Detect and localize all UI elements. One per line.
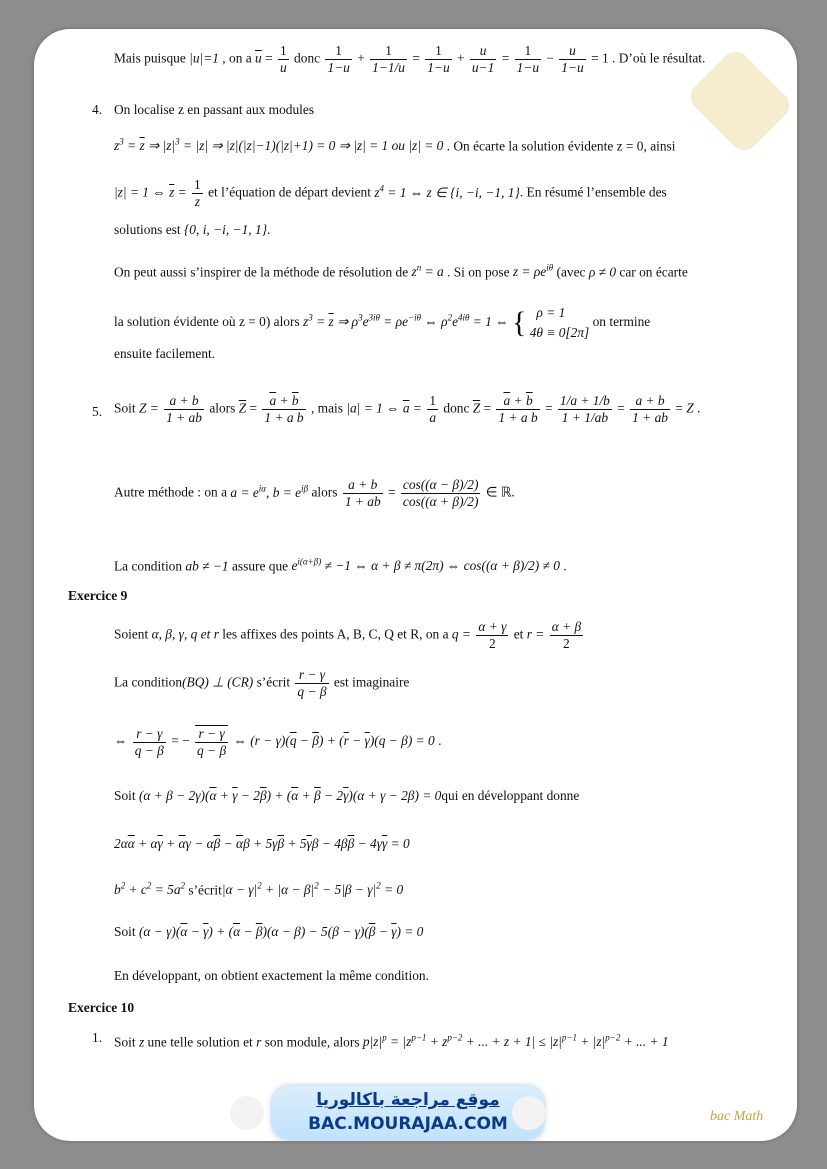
text-line: On localise z en passant aux modules [114, 102, 315, 117]
text-line: En développant, on obtient exactement la même condition. [114, 968, 429, 983]
document-content: Mais puisque |u|=1 , on a $\overline{u}$ = $\frac{1}{u}$ donc $\frac{1}{1-u}$ + $\frac{1}{1-1/u}$ = $\frac{1}{1-u}$ + $\frac{u}{u-1}$ = $\frac{1}{1-u}$ − $\frac{u}{1-u}$ = 1 . D’où le résultat. 4. On localise z en passant aux modules $z^3 = \overline{z}$ ⇒ $|z|^3 = |z|$ ⇒ |z|(|z|−1)(|z|+1) = 0 ⇒ |z| = 1 ou |z| = 0 . On écarte la solution évidente z = 0, ainsi |z| = 1 ⇔ $\overline{z}$ = $\frac{1}{z}$ et l’équation de départ devient $z^4 = 1$ ⇔ z ∈ {i, −i, −1, 1}. En résumé l’ensemble des solutions est {0, i, −i, −1, 1}. On peut aussi s’inspirer de la méthode de résolution de $z^n = a$ . Si on pose $z = \rho e^{i\theta}$ (avec ρ ≠ 0 car on écarte la solution évidente où z = 0) alors $z^3 = \overline{z}$ ⇒ $\rho^3e^{3i\theta} = \rho e^{-i\theta}$ ⇔ $\rho^2e^{4i\theta} = 1$ ⇔ { ρ = 1 4θ ≡ 0[2π] on termine ensuite facilement. 5. Soit Z = $\frac{a + b}{1 + ab}$ alors $\overline{Z}$ = $\frac{\overline{a} + \overline{b}}{1 + \overline{a} \overline{b}}$ , mais |a| = 1 ⇔ $\overline{a}$ = $\frac{1}{a}$ donc $\overline{Z}$ = $\frac{\overline{a} + \overline{b}}{1 + \overline{a} \overline{b}}$ = $\frac{1/a + 1/b}{1 + 1/ab}$ = $\frac{a + b}{1 + ab}$ = Z . Autre méthode : on a $a = e^{i\alpha}$, $b = e^{i\beta}$ alors $\frac{a + b}{1 + ab}$ = $\frac{\cos((\alpha - \beta)/2)}{\cos((\alpha + \beta)/2)}$ ∈ ℝ. La condition ab ≠ −1 assure que $e^{i(\alpha+\beta)} \ne -1$ ⇔ α + β ≠ π(2π) ⇔ cos((α + β)/2) ≠ 0 . Exercice 9 Soient α, β, γ, q et r les affixes des points A, B, C, Q et R, on a q = $\frac{\alpha + \gamma}{2}$ et r = $\frac{\alpha + \beta}{2}$ La condition(BQ) ⊥ (CR) s’écrit $\frac{r - \gamma}{q - \beta}$ est imaginaire ⇔ $\frac{r - \gamma}{q - \beta}$ = − $\frac{r - \gamma}{q - \beta}$ ⇔ $(r - \gamma)(\overline{q} - \overline{\beta}) + (\overline{r} - \overline{\gamma})(q - \beta) = 0$ . Soit $(\alpha + \beta - 2\gamma)(\overline{\alpha} + \overline{\gamma} - 2\overline{\beta}) + (\overline{\alpha} + \overline{\beta} - 2\overline{\gamma})(\alpha + \gamma - 2\beta) = 0qui$ en développant donne $2\alpha\overline{\alpha} + \alpha\overline{\gamma} + \overline{\alpha}\gamma - \alpha\overline{\beta} - \overline{\alpha}\beta + 5\gamma\overline{\beta} + 5\overline{\gamma}\beta - 4\beta\overline{\beta} - 4\gamma\overline{\gamma} = 0$ $b^2 + c^2 = 5a^2$ s’écrit|α − $\gamma|^2 + |\alpha - \beta|^2 - 5|\beta - \gamma|^2 = 0$ Soit $(\alpha - \gamma)(\overline{\alpha} - \overline{\gamma}) + (\overline{\alpha} - \overline{\beta})(\alpha - \beta) - 5(\beta - \gamma)(\overline{\beta} - \overline{\gamma}) = 0$ En développant, on obtient exactement la même condition. Exercice 10 1. Soit z une telle solution et r son module, alors $p|z|^p = |z^{p-1} + z^{p-2}$ + ... + $z + 1| \le |z|^{p-1} + |z|^{p-2}$ + ... + 1 [68, 43, 706, 1050]
math-line: $2\alpha\overline{\alpha} + \alpha\overline{\gamma} + \overline{\alpha}\gamma - \alpha\overline{\beta} - \overline{\alpha}\beta + 5\gamma\overline{\beta} + 5\overline{\gamma}\beta - 4\beta\overline{\beta} - 4\gamma\overline{\gamma} = 0$ [114, 836, 410, 851]
math-line: la solution évidente où z = 0) alors $z^3 = \overline{z}$ ⇒ $\rho^3e^{3i\theta} = \rho e^{-i\theta}$ ⇔ $\rho^2e^{4i\theta} = 1$ ⇔ { ρ = 1 4θ ≡ 0[2π] on termine [114, 305, 651, 340]
site-logo-icon [512, 1096, 546, 1130]
text-line: ensuite facilement. [114, 346, 216, 361]
math-line: ⇔ $\frac{r - \gamma}{q - \beta}$ = − $\frac{r - \gamma}{q - \beta}$ ⇔ $(r - \gamma)(\overline{q} - \overline{\beta}) + (\overline{r} - \overline{\gamma})(q - \beta) = 0$ . [114, 725, 442, 758]
math-line: Soit z une telle solution et r son module, alors $p|z|^p = |z^{p-1} + z^{p-2}$ + ... + $z + 1| \le |z|^{p-1} + |z|^{p-2}$ + ... + 1 [114, 1033, 669, 1050]
text-line: Mais puisque |u|=1 , on a $\overline{u}$ = $\frac{1}{u}$ donc $\frac{1}{1-u}$ + $\frac{1}{1-1/u}$ = $\frac{1}{1-u}$ + $\frac{u}{u-1}$ = $\frac{1}{1-u}$ − $\frac{u}{1-u}$ = 1 . D’où le résultat. [114, 43, 706, 75]
math-line: La condition ab ≠ −1 assure que $e^{i(\alpha+\beta)} \ne -1$ ⇔ α + β ≠ π(2π) ⇔ cos((α + β)/2) ≠ 0 . [114, 557, 567, 574]
corner-logo-text: bac Math [710, 1109, 764, 1124]
exercise-heading: Exercice 9 [68, 588, 128, 603]
exercise-heading: Exercice 10 [68, 1000, 135, 1015]
math-line: |z| = 1 ⇔ $\overline{z}$ = $\frac{1}{z}$ et l’équation de départ devient $z^4 = 1$ ⇔ z ∈ {i, −i, −1, 1}. En résumé l’ensemble des [114, 177, 667, 209]
math-line: $z^3 = \overline{z}$ ⇒ $|z|^3 = |z|$ ⇒ |z|(|z|−1)(|z|+1) = 0 ⇒ |z| = 1 ou |z| = 0 . On écarte la solution évidente z = 0, ainsi [114, 137, 676, 154]
math-line: Soit Z = $\frac{a + b}{1 + ab}$ alors $\overline{Z}$ = $\frac{\overline{a} + \overline{b}}{1 + \overline{a} \overline{b}}$ , mais |a| = 1 ⇔ $\overline{a}$ = $\frac{1}{a}$ donc $\overline{Z}$ = $\frac{\overline{a} + \overline{b}}{1 + \overline{a} \overline{b}}$ = $\frac{1/a + 1/b}{1 + 1/ab}$ = $\frac{a + b}{1 + ab}$ = Z . [114, 393, 701, 425]
math-line: La condition(BQ) ⊥ (CR) s’écrit $\frac{r - \gamma}{q - \beta}$ est imaginaire [114, 667, 410, 699]
math-line: Soit $(\alpha + \beta - 2\gamma)(\overline{\alpha} + \overline{\gamma} - 2\overline{\beta}) + (\overline{\alpha} + \overline{\beta} - 2\overline{\gamma})(\alpha + \gamma - 2\beta) = 0qui$ en développant donne [114, 788, 580, 803]
site-logo-icon [230, 1096, 264, 1130]
site-badge[interactable]: موقع مراجعة باكالوريا BAC.MOURAJAA.COM [272, 1086, 544, 1140]
document-page [34, 29, 797, 1141]
math-line: Soient α, β, γ, q et r les affixes des points A, B, C, Q et R, on a q = $\frac{\alpha + \gamma}{2}$ et r = $\frac{\alpha + \beta}{2}$ [114, 619, 582, 651]
footer-banner [34, 1084, 797, 1141]
text-line: On peut aussi s’inspirer de la méthode de résolution de $z^n = a$ . Si on pose $z = \rho e^{i\theta}$ (avec ρ ≠ 0 car on écarte [114, 263, 688, 280]
text-line: solutions est {0, i, −i, −1, 1}. [114, 222, 271, 237]
math-line: Autre méthode : on a $a = e^{i\alpha}$, $b = e^{i\beta}$ alors $\frac{a + b}{1 + ab}$ = $\frac{\cos((\alpha - \beta)/2)}{\cos((\alpha + \beta)/2)}$ ∈ ℝ. [114, 477, 515, 509]
math-line: Soit $(\alpha - \gamma)(\overline{\alpha} - \overline{\gamma}) + (\overline{\alpha} - \overline{\beta})(\alpha - \beta) - 5(\beta - \gamma)(\overline{\beta} - \overline{\gamma}) = 0$ [114, 924, 424, 939]
math-line: $b^2 + c^2 = 5a^2$ s’écrit|α − $\gamma|^2 + |\alpha - \beta|^2 - 5|\beta - \gamma|^2 = 0$ [114, 881, 404, 898]
